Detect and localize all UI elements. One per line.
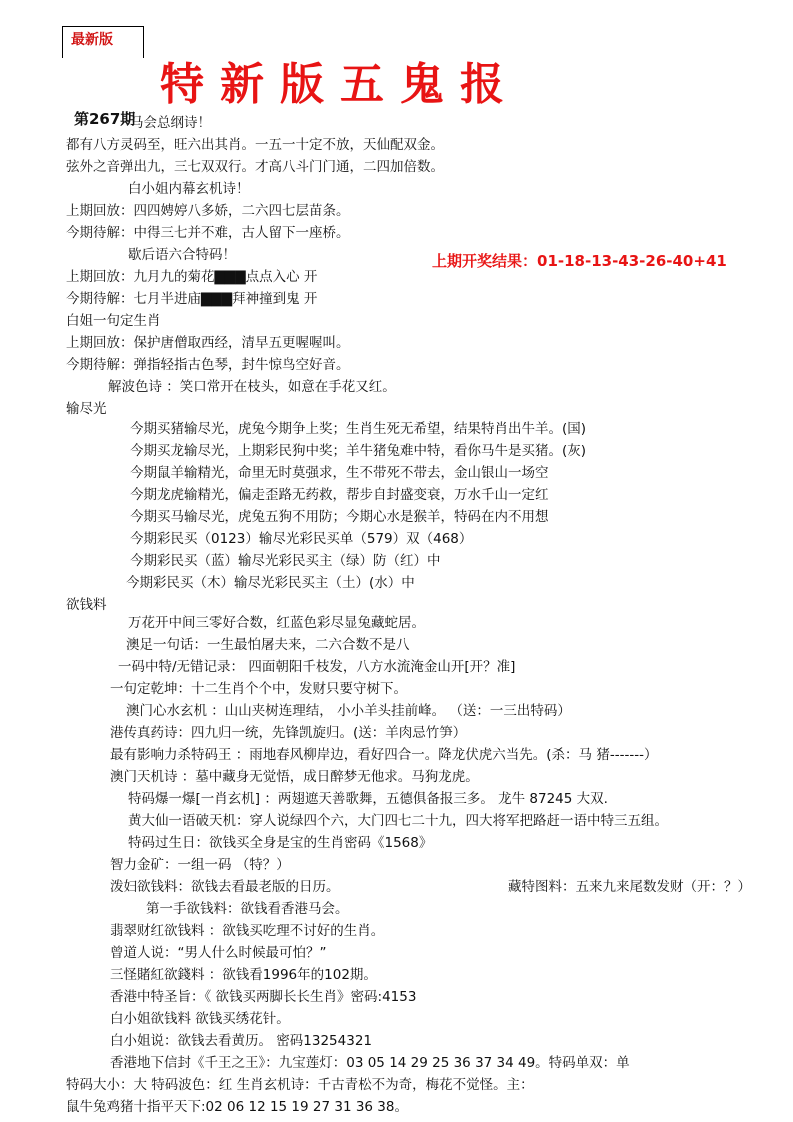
text-line: 今期彩民买（0123）输尽光彩民买单（579）双（468） <box>130 531 473 547</box>
text-line: 解波色诗 ：笑口常开在枝头，如意在手花又红。 <box>108 379 396 395</box>
text-line: 今期鼠羊输精光，命里无时莫强求，生不带死不带去，金山银山一场空 <box>130 465 549 481</box>
text-line: 上期回放：保护唐僧取西经，清早五更喔喔叫。 <box>66 335 350 351</box>
edition-badge: 最新版 <box>62 26 144 58</box>
text-line: 今期待解：弹指轻指古色琴，封牛惊鸟空好音。 <box>66 357 350 373</box>
text-line: 今期彩民买（蓝）输尽光彩民买主（绿）防（红）中 <box>130 553 441 569</box>
text-line: 三怪賭紅欲錢料 ：欲钱看1996年的102期。 <box>110 967 377 983</box>
text-line: 一码中特/无错记录： 四面朝阳千枝发，八方水流淹金山开[开？准] <box>118 659 516 675</box>
text-line: 港传真药诗：四九归一统，先锋凯旋归。(送：羊肉忌竹笋） <box>110 725 467 741</box>
text-line: 都有八方灵码至，旺六出其肖。一五一十定不放，天仙配双金。 <box>66 137 444 153</box>
text-line: 澳门心水玄机 ：山山夹树连理结， 小小羊头挂前峰。 （送：一三出特码） <box>126 703 571 719</box>
text-line: 泼妇欲钱料：欲钱去看最老版的日历。 <box>110 879 340 895</box>
text-line: 上期回放：九月九的菊花▇▇▇点点入心 开 <box>66 269 318 285</box>
text-line: 马会总纲诗！ <box>130 115 211 131</box>
text-line: 白小姐欲钱料 欲钱买绣花针。 <box>110 1011 290 1027</box>
text-line: 白小姐说：欲钱去看黄历。 密码13254321 <box>110 1033 373 1049</box>
text-line: 黄大仙一语破天机：穿人说绿四个六，大门四七二十九，四大将军把路赶一语中特三五组。 <box>128 813 668 829</box>
text-line: 智力金矿：一组一码 （特？） <box>110 857 290 873</box>
text-line: 万花开中间三零好合数，红蓝色彩尽显兔藏蛇居。 <box>128 615 425 631</box>
text-line: 输尽光 <box>66 401 107 417</box>
text-line: 第一手欲钱料：欲钱看香港马会。 <box>146 901 349 917</box>
text-line: 特码大小：大 特码波色：红 生肖玄机诗：千古青松不为奇，梅花不觉怪。主： <box>66 1077 534 1093</box>
text-line: 上期回放：四四娉婷八多娇，二六四七层苗条。 <box>66 203 350 219</box>
text-line: 今期彩民买（木）输尽光彩民买主（土）(水）中 <box>126 575 415 591</box>
text-line: 香港中特圣旨：《 欲钱买两脚长长生肖》密码:4153 <box>110 989 417 1005</box>
text-line: 曾道人说：“男人什么时候最可怕？” <box>110 945 327 961</box>
text-line: 藏特图料：五来九来尾数发财（开：？） <box>508 879 751 895</box>
text-line: 香港地下信封《千王之王》：九宝莲灯：03 05 14 29 25 36 37 34 49。特码单双：单 <box>110 1055 630 1071</box>
text-line: 翡翠财红欲钱料 ：欲钱买吃理不讨好的生肖。 <box>110 923 385 939</box>
page-title: 特新版五鬼报 <box>160 59 520 110</box>
text-line: 白小姐内幕玄机诗！ <box>128 181 250 197</box>
text-line: 欲钱料 <box>66 597 107 613</box>
text-line: 今期买猪输尽光，虎兔今期争上奖；生肖生死无希望，结果特肖出牛羊。(国) <box>130 421 587 437</box>
text-line: 最有影响力杀特码王 ：雨地春风柳岸边，看好四合一。降龙伏虎六当先。(杀：马 猪-------） <box>110 747 658 763</box>
text-line: 今期买龙输尽光，上期彩民狗中奖；羊牛猪兔难中特，看你马牛是买猪。(灰) <box>130 443 587 459</box>
text-line: 弦外之音弹出九，三七双双行。才高八斗门门通，二四加倍数。 <box>66 159 444 175</box>
text-line: 澳足一句话：一生最怕屠夫来，二六合数不是八 <box>126 637 410 653</box>
text-line: 歇后语六合特码！ <box>128 247 236 263</box>
text-line: 今期买马输尽光，虎兔五狗不用防；今期心水是猴羊，特码在内不用想 <box>130 509 549 525</box>
text-line: 特码过生日：欲钱买全身是宝的生肖密码《1568》 <box>128 835 433 851</box>
text-line: 今期待解：七月半进庙▇▇▇拜神撞到鬼 开 <box>66 291 318 307</box>
last-result: 上期开奖结果：01-18-13-43-26-40+41 <box>432 252 727 270</box>
issue-number: 第267期 <box>74 110 136 128</box>
text-line: 澳门天机诗 ：墓中藏身无觉悟，成日醉梦无他求。马狗龙虎。 <box>110 769 479 785</box>
text-line: 今期龙虎输精光，偏走歪路无药救，帮步自封盛变衰，万水千山一定红 <box>130 487 549 503</box>
text-line: 白姐一句定生肖 <box>66 313 161 329</box>
text-line: 一句定乾坤：十二生肖个个中，发财只要守树下。 <box>110 681 407 697</box>
text-line: 今期待解：中得三七并不难，古人留下一座桥。 <box>66 225 350 241</box>
text-line: 特码爆一爆[一肖玄机] ：两翅遮天善歌舞，五德俱备报三多。 龙牛 87245 大双. <box>128 791 608 807</box>
text-line: 鼠牛兔鸡猪十指平天下:02 06 12 15 19 27 31 36 38。 <box>66 1099 408 1115</box>
